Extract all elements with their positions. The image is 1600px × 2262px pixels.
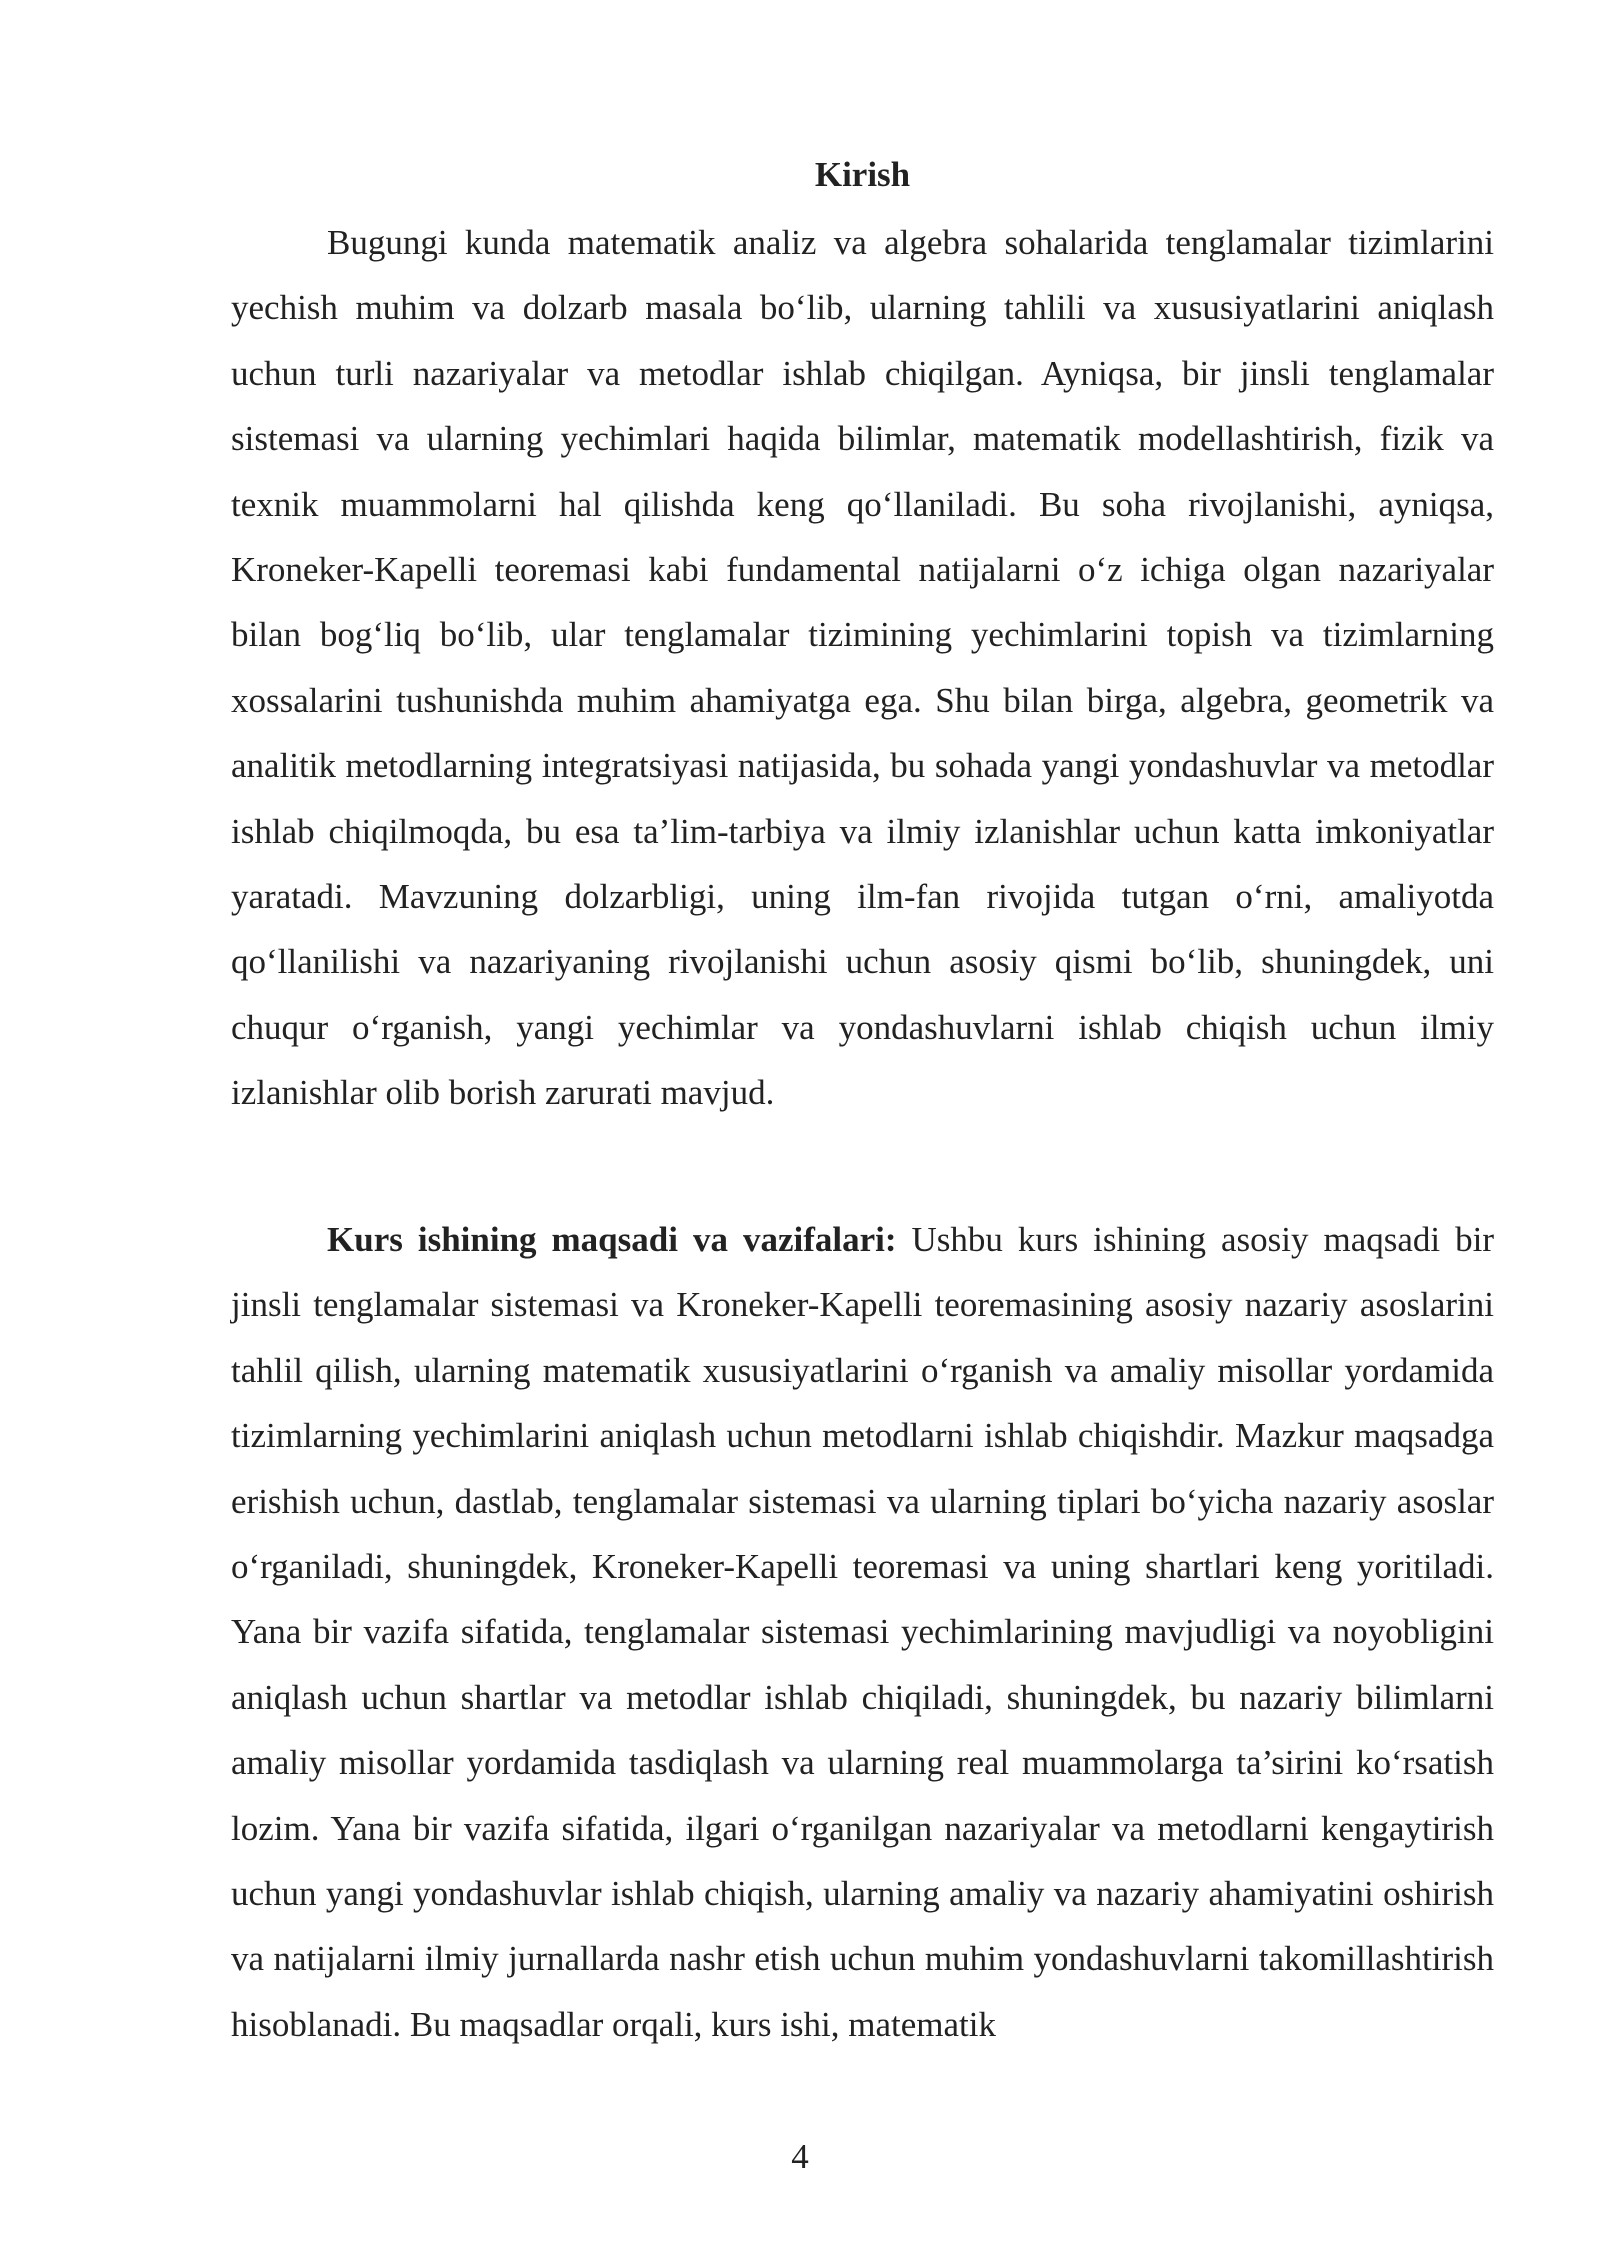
goals-heading: Kurs ishining maqsadi va vazifalari:: [327, 1220, 897, 1259]
goals-text: Ushbu kurs ishining asosiy maqsadi bir jinsli tenglamalar sistemasi va Kroneker-Kapelli teoremasining asosiy nazariy asoslarini tahlil qilish, ularning matematik xususiyatlarini o‘rganish va amaliy misollar yordamida tizimlarning yechimlarini aniqlash uchun metodlarni ishlab chiqishdir. Mazkur maqsadga erishish uchun, dastlab, tenglamalar sistemasi va ularning tiplari bo‘yicha nazariy asoslar o‘rganiladi, shuningdek, Kroneker-Kapelli teoremasi va uning shartlari keng yoritiladi. Yana bir vazifa sifatida, tenglamalar sistemasi yechimlarining mavjudligi va noyobligini aniqlash uchun shartlar va metodlar ishlab chiqiladi, shuningdek, bu nazariy bilimlarni amaliy misollar yordamida tasdiqlash va ularning real muammolarga ta’sirini ko‘rsatish lozim. Yana bir vazifa sifatida, ilgari o‘rganilgan nazariyalar va metodlarni kengaytirish uchun yangi yondashuvlar ishlab chiqish, ularning amaliy va nazariy ahamiyatini oshirish va natijalarni ilmiy jurnallarda nashr etish uchun muhim yondashuvlarni takomillashtirish hisoblanadi. Bu maqsadlar orqali, kurs ishi, matematik: [231, 1220, 1494, 2044]
section-title: Kirish: [814, 155, 911, 194]
page-number: 4: [791, 2137, 809, 2176]
intro-paragraph: Bugungi kunda matematik analiz va algebra sohalarida tenglamalar tizimlarini yechish muhim va dolzarb masala bo‘lib, ularning tahlili va xususiyatlarini aniqlash uchun turli nazariyalar va metodlar ishlab chiqilgan. Ayniqsa, bir jinsli tenglamalar sistemasi va ularning yechimlari haqida bilimlar, matematik modellashtirish, fizik va texnik muammolarni hal qilishda keng qo‘llaniladi. Bu soha rivojlanishi, ayniqsa, Kroneker-Kapelli teoremasi kabi fundamental natijalarni o‘z ichiga olgan nazariyalar bilan bog‘liq bo‘lib, ular tenglamalar tizimining yechimlarini topish va tizimlarning xossalarini tushunishda muhim ahamiyatga ega. Shu bilan birga, algebra, geometrik va analitik metodlarning integratsiyasi natijasida, bu sohada yangi yondashuvlar va metodlar ishlab chiqilmoqda, bu esa ta’lim-tarbiya va ilmiy izlanishlar uchun katta imkoniyatlar yaratadi. Mavzuning dolzarbligi, uning ilm-fan rivojida tutgan o‘rni, amaliyotda qo‘llanilishi va nazariyaning rivojlanishi uchun asosiy qismi bo‘lib, shuningdek, uni chuqur o‘rganish, yangi yechimlar va yondashuvlarni ishlab chiqish uchun ilmiy izlanishlar olib borish zarurati mavjud.: [231, 223, 1494, 1113]
goals-paragraph: [231, 1207, 1494, 2057]
